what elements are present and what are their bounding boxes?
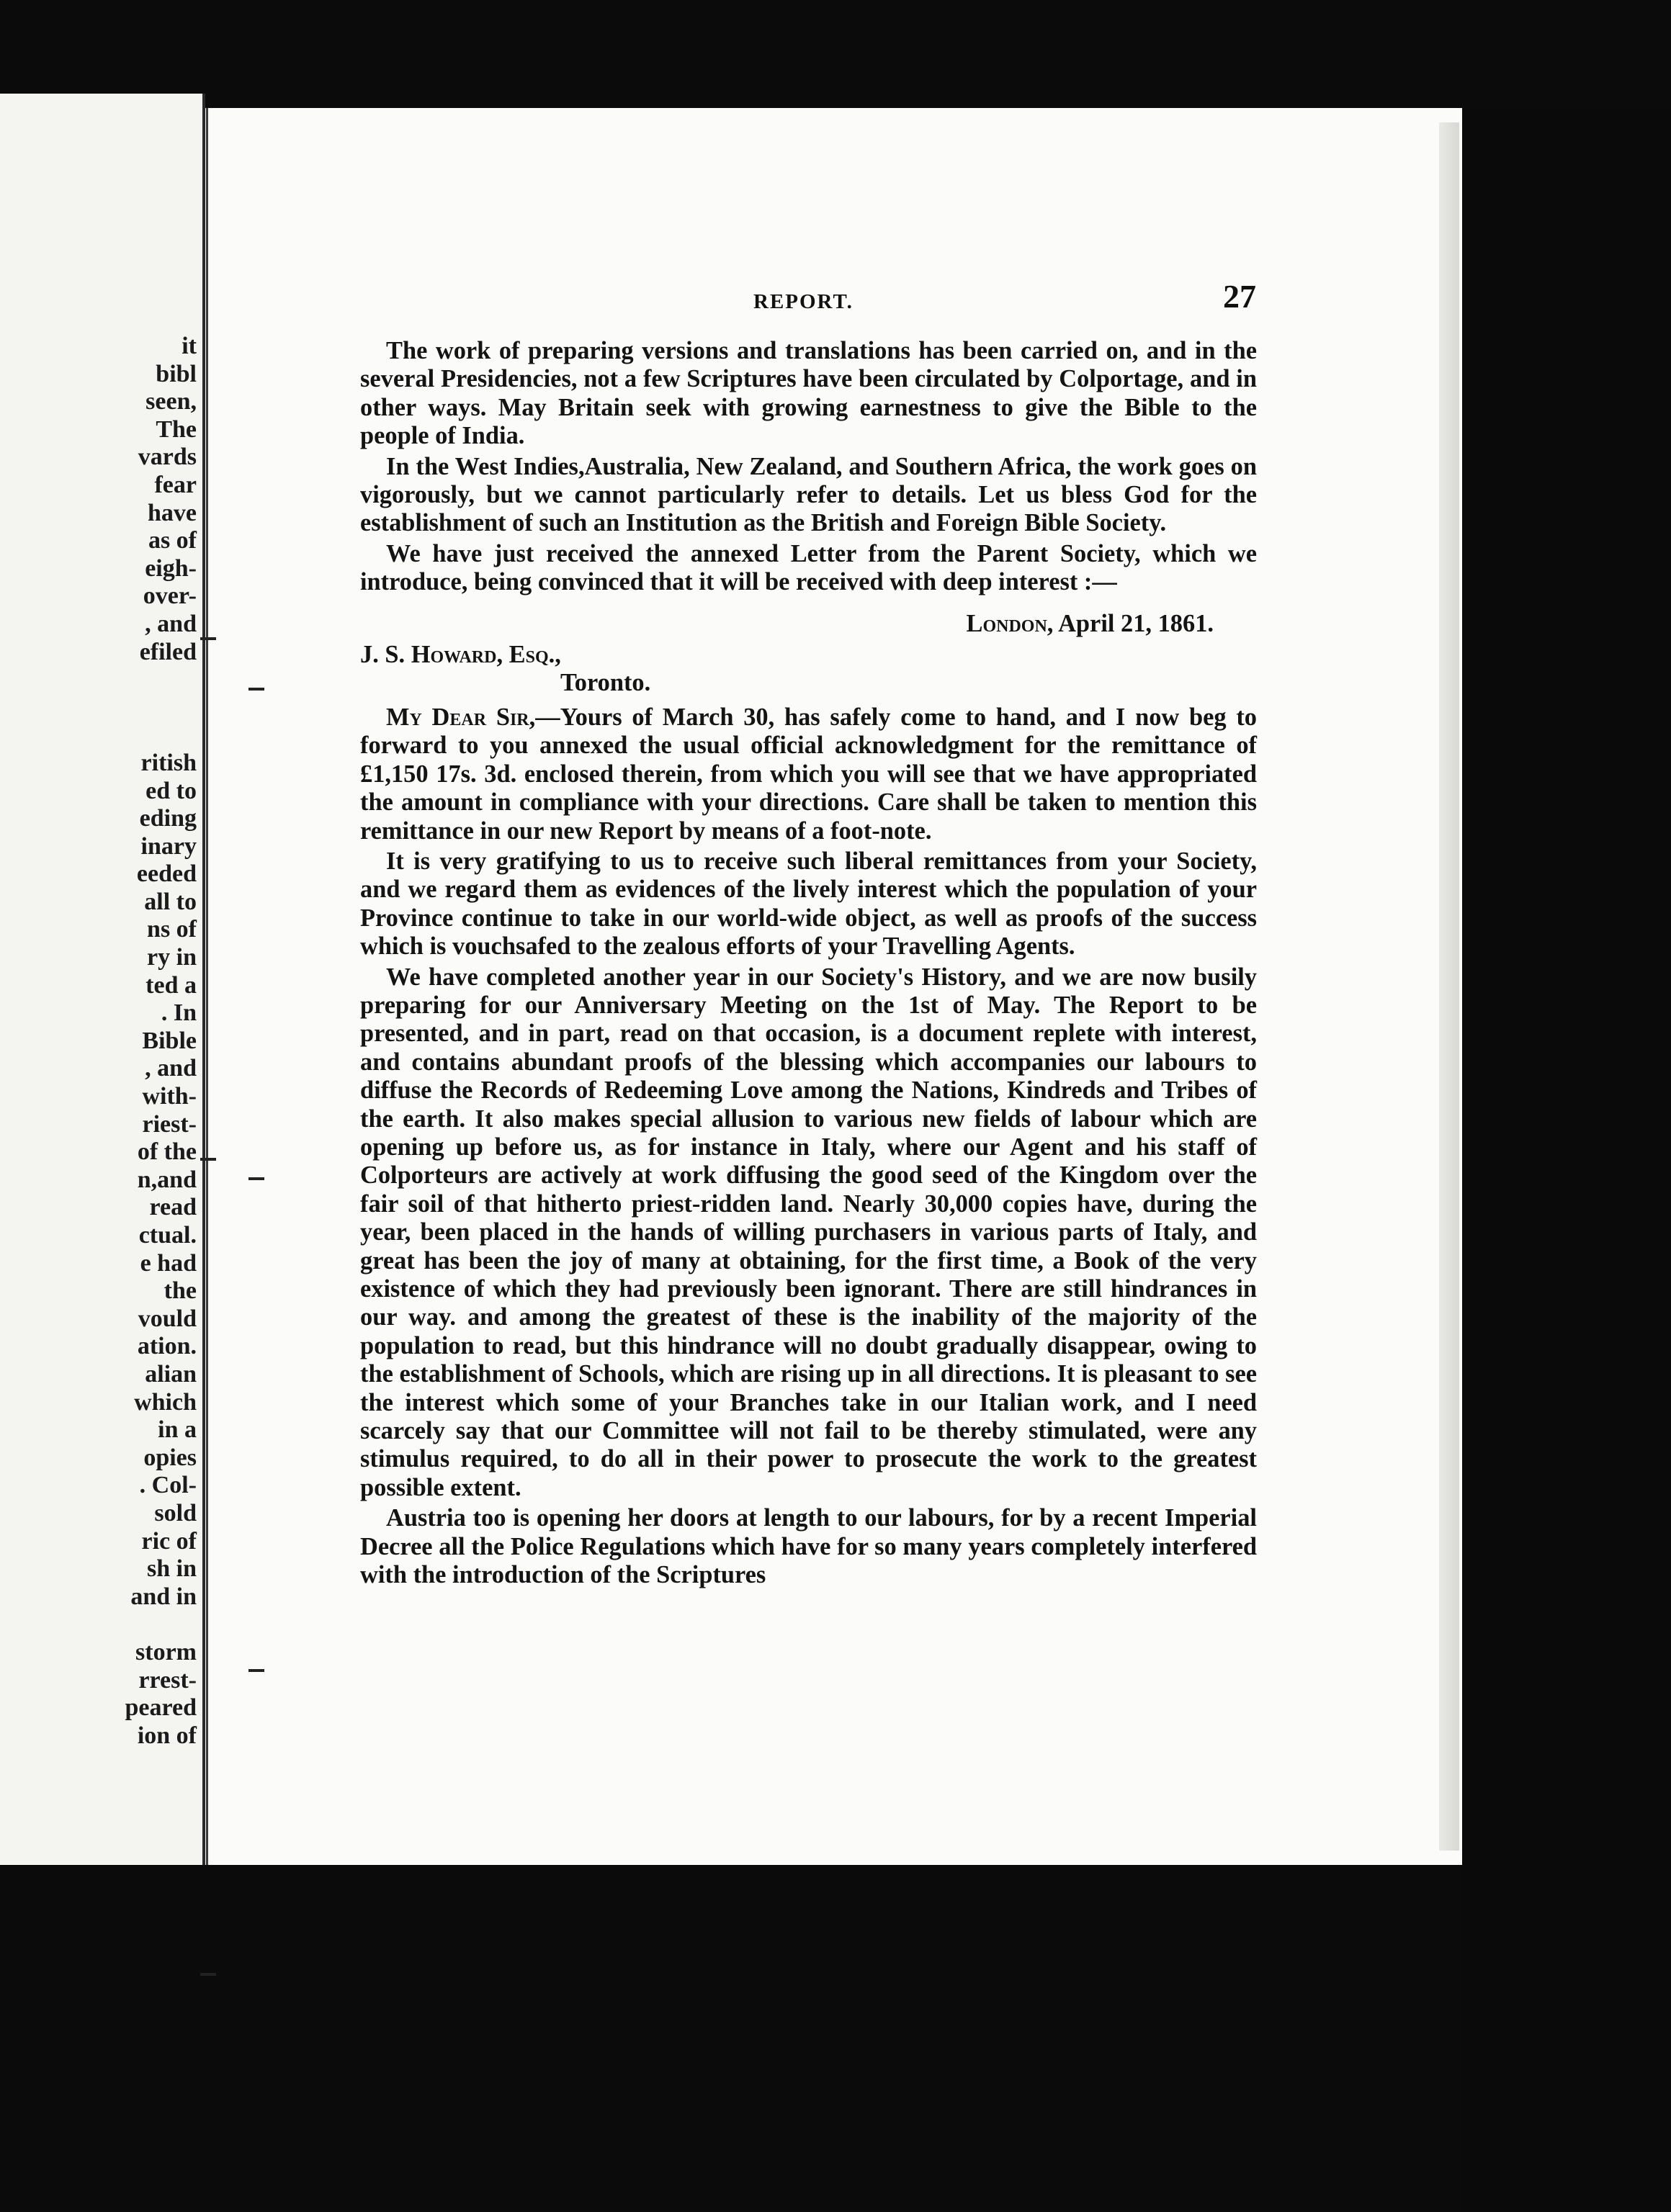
paragraph-austria: Austria too is opening her doors at length to our labours, for by a recent Imperial Decree all the Police Regulations which have for so many years completely interfered with the introduction of the Scriptures [360, 1504, 1257, 1589]
previous-page-line: seen, [145, 388, 197, 415]
previous-page-line: . Col- [139, 1472, 197, 1499]
previous-page-line: it [182, 333, 197, 359]
page-number: 27 [1223, 278, 1256, 315]
paragraph-gratitude: It is very gratifying to us to receive such liberal remittances from your Society, and we regard them as evidences of the lively interest which the population of your Province continue to take in our world-wide object, as well as proofs of the success which is vouchsafed to the zealous efforts of your Travelling Agents. [360, 847, 1257, 961]
previous-page-line: rrest- [138, 1666, 197, 1694]
previous-page-fragment [0, 94, 205, 1865]
previous-page-line: The [156, 415, 197, 443]
previous-page-line: e had [140, 1249, 197, 1277]
previous-page-line: and in [130, 1583, 197, 1610]
running-head: REPORT. [753, 290, 854, 313]
previous-page-line: peared [125, 1694, 197, 1722]
previous-page-line: the [163, 1277, 197, 1305]
addressee-name: J. S. Howard, Esq., [360, 641, 561, 669]
previous-page-line: eeded [136, 860, 197, 888]
previous-page-line: ion of [137, 1722, 197, 1749]
previous-page-line: , and [145, 610, 197, 637]
previous-page-line: sold [154, 1499, 197, 1527]
addressee-city: Toronto. [560, 669, 651, 697]
binding-mark [248, 688, 264, 691]
paragraph-acknowledgment [360, 703, 1257, 845]
previous-page-line: over- [143, 583, 197, 610]
previous-page-line: ed to [145, 777, 197, 804]
scanner-background-bottom [0, 1865, 1462, 2212]
previous-page-line: n,and [137, 1166, 197, 1193]
previous-page-line: ry in [147, 944, 197, 971]
previous-page-line: fear [154, 471, 197, 498]
salutation: My Dear Sir, [386, 703, 536, 731]
previous-page-line: have [148, 499, 197, 526]
previous-page-line: eding [139, 805, 197, 832]
scanner-background-right [1462, 108, 1671, 2212]
page-body [360, 337, 1257, 1591]
page-edge-shadow [1439, 122, 1459, 1851]
previous-page-line: bibl [156, 360, 197, 387]
paragraph-india: The work of preparing versions and translations has been carried on, and in the several Presidencies, not a few Scriptures have been circulated by Colportage, and in other ways. May Britain seek with growing earnestness to give the Bible to the people of India. [360, 337, 1257, 450]
previous-page-line: which [134, 1388, 197, 1416]
previous-page-line: opies [143, 1444, 197, 1471]
book-fold-line [206, 108, 208, 1865]
binding-mark [248, 1177, 264, 1180]
previous-page-line: . In [161, 999, 197, 1027]
scanner-background-top [0, 0, 1671, 108]
previous-page-line: vould [138, 1305, 197, 1332]
previous-page-line: inary [140, 832, 197, 860]
letter-dateline [360, 610, 1257, 638]
previous-page-line: as of [148, 527, 197, 554]
previous-page-line: ation. [137, 1333, 197, 1360]
previous-page-line: vards [138, 444, 197, 471]
previous-page-line: alian [145, 1360, 197, 1388]
binding-mark [200, 637, 216, 640]
paragraph-letter-intro: We have just received the annexed Letter from the Parent Society, which we introduce, being convinced that it will be received with deep interest :— [360, 539, 1257, 596]
previous-page-line: , and [145, 1055, 197, 1082]
previous-page-line: ctual. [138, 1222, 197, 1249]
previous-page-text-column [53, 333, 197, 1750]
previous-page-line: Bible [142, 1027, 197, 1054]
previous-page-line: all to [144, 888, 197, 915]
dateline-place: London, [966, 609, 1054, 637]
previous-page-line [53, 721, 197, 750]
binding-mark [248, 1669, 264, 1672]
page-header [360, 277, 1268, 320]
previous-page-line: ns of [147, 916, 197, 943]
previous-page-line: ted a [145, 971, 197, 999]
previous-page-line: read [149, 1194, 197, 1221]
previous-page-line: in a [158, 1416, 197, 1444]
dateline-date: April 21, 1861. [1058, 609, 1214, 637]
previous-page-line: with- [142, 1083, 197, 1110]
previous-page-line: storm [135, 1638, 197, 1665]
previous-page-line [53, 666, 197, 694]
previous-page-line [53, 1611, 197, 1639]
previous-page-line: eigh- [145, 554, 197, 582]
previous-page-line: of the [137, 1138, 197, 1166]
paragraph-anniversary: We have completed another year in our Society's History, and we are now busily preparing for our Anniversary Meeting on the 1st of May. The Report to be presented, and in part, read on that occasion, is a document replete with interest, and contains abundant proofs of the blessing which accompanies our labours to diffuse the Records of Redeeming Love among the Nations, Kindreds and Tribes of the earth. It also makes special allusion to various new fields of labour which are opening up before us, as for instance in Italy, where our Agent and his staff of Colporteurs are actively at work diffusing the good seed of the Kingdom over the fair soil of that hitherto priest-ridden land. Nearly 30,000 copies have, during the year, been placed in the hands of willing purchasers in various parts of Italy, and great has been the joy of many at obtaining, for the first time, a Book of the very existence of which they had previously been ignorant. There are still hindrances in our way. and among the greatest of these is the inability of the majority of the population to read, but this hindrance will no doubt gradually disappear, owing to the establishment of Schools, which are rising up in all directions. It is pleasant to see the interest which some of your Branches take in our Italian work, and I need scarcely say that our Committee will not fail to be thereby stimulated, were any stimulus required, to do all in their power to prosecute the work to the greatest possible extent. [360, 963, 1257, 1501]
binding-mark [200, 1973, 216, 1976]
previous-page-line: ritish [140, 749, 197, 776]
paragraph-colonies: In the West Indies,Australia, New Zealand, and Southern Africa, the work goes on vigorously, but we cannot particularly refer to details. Let us bless God for the establishment of such an Institution as the British and Foreign Bible Society. [360, 452, 1257, 537]
previous-page-line: riest- [142, 1110, 197, 1138]
previous-page-line: efiled [139, 638, 197, 665]
previous-page-line [53, 694, 197, 722]
binding-mark [200, 1158, 216, 1161]
previous-page-line: sh in [147, 1555, 197, 1583]
previous-page-line: ric of [141, 1527, 197, 1555]
acknowledgment-text: —Yours of March 30, has safely come to hand, and I now beg to forward to you annexed the usual official acknowledgment for the remittance of £1,150 17s. 3d. enclosed therein, from which you will see that we have appropriated the amount in compliance with your directions. Care shall be taken to mention this remittance in our new Report by means of a foot-note. [360, 703, 1257, 845]
